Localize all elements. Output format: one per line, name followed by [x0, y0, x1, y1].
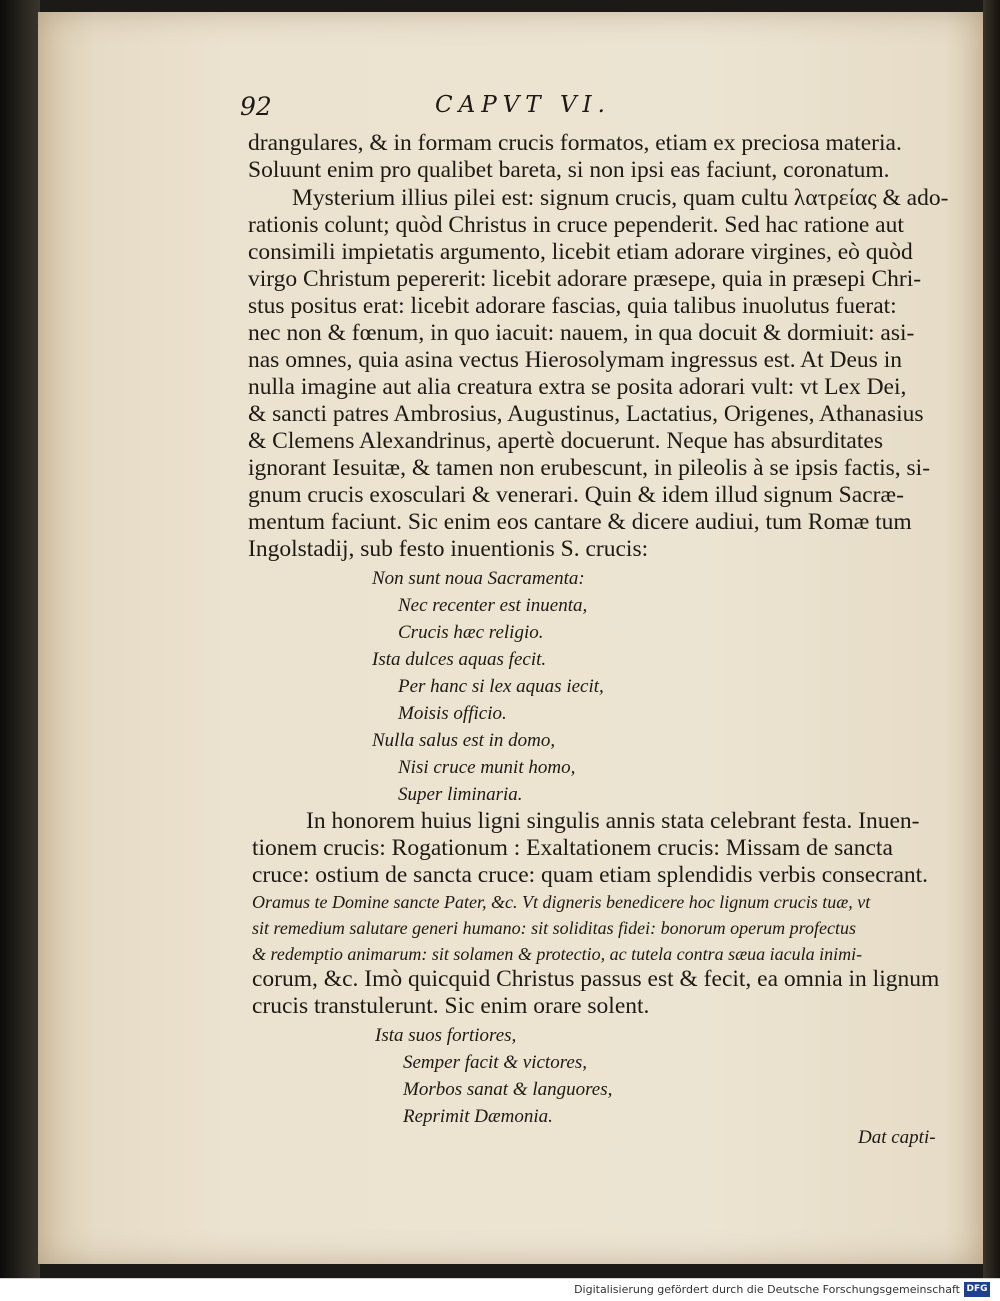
text-line: Mysterium illius pilei est: signum crucis, quam cultu λατρείας & ado- — [292, 185, 949, 211]
text-line: nulla imagine aut alia creatura extra se posita adorari vult: vt Lex Dei, — [248, 374, 907, 400]
text-line: gnum crucis exosculari & venerari. Quin & idem illud signum Sacræ- — [248, 482, 904, 508]
verse-line: Per hanc si lex aquas iecit, — [398, 676, 604, 697]
dfg-logo: DFG — [964, 1282, 990, 1297]
text-line: nec non & fœnum, in quo iacuit: nauem, in qua docuit & dormiuit: asi- — [248, 320, 915, 346]
text-line: Ingolstadij, sub festo inuentionis S. crucis: — [248, 536, 649, 562]
text-line: cruce: ostium de sancta cruce: quam etiam splendidis verbis consecrant. — [252, 862, 929, 888]
text-line: rationis colunt; quòd Christus in cruce pependerit. Sed hac ratione aut — [248, 212, 904, 238]
text-line: stus positus erat: licebit adorare fascias, quia talibus inuolutus fuerat: — [248, 293, 897, 319]
footer-credit: Digitalisierung gefördert durch die Deutsche Forschungsgemeinschaft — [574, 1283, 960, 1296]
chapter-title: CAPVT VI. — [435, 92, 611, 118]
text-line: nas omnes, quia asina vectus Hierosolymam ingressus est. At Deus in — [248, 347, 902, 373]
verse-line: Nisi cruce munit homo, — [398, 757, 576, 778]
verse-line: Semper facit & victores, — [403, 1052, 587, 1073]
text-line: In honorem huius ligni singulis annis stata celebrant festa. Inuen- — [306, 808, 920, 834]
text-line: ignorant Iesuitæ, & tamen non erubescunt, in pileolis à se ipsis factis, si- — [248, 455, 931, 481]
verse-line: Non sunt noua Sacramenta: — [372, 568, 585, 589]
page-number: 92 — [240, 92, 272, 121]
footer-bar — [0, 1278, 1000, 1301]
verse-line: Super liminaria. — [398, 784, 523, 805]
text-line: crucis transtulerunt. Sic enim orare solent. — [252, 993, 650, 1019]
verse-line: Ista suos fortiores, — [375, 1025, 517, 1046]
text-line: tionem crucis: Rogationum : Exaltationem crucis: Missam de sancta — [252, 835, 893, 861]
text-line: mentum faciunt. Sic enim eos cantare & dicere audiui, tum Romæ tum — [248, 509, 912, 535]
verse-line: Moisis officio. — [398, 703, 507, 724]
verse-line: Morbos sanat & languores, — [403, 1079, 613, 1100]
text-line: consimili impietatis argumento, licebit etiam adorare virgines, eò quòd — [248, 239, 913, 265]
text-line: corum, &c. Imò quicquid Christus passus est & fecit, ea omnia in lignum — [252, 966, 940, 992]
prayer-line: sit remedium salutare generi humano: sit soliditas fidei: bonorum operum profectus — [252, 918, 856, 938]
text-line: & Clemens Alexandrinus, apertè docuerunt. Neque has absurditates — [248, 428, 883, 454]
verse-line: Nulla salus est in domo, — [372, 730, 556, 751]
text-line: & sancti patres Ambrosius, Augustinus, Lactatius, Origenes, Athanasius — [248, 401, 924, 427]
text-line: drangulares, & in formam crucis formatos, etiam ex preciosa materia. — [248, 130, 902, 156]
verse-line: Reprimit Dæmonia. — [403, 1106, 553, 1127]
verse-line: Ista dulces aquas fecit. — [372, 649, 547, 670]
catchword: Dat capti- — [858, 1127, 936, 1148]
prayer-line: & redemptio animarum: sit solamen & protectio, ac tutela contra sæua iacula inimi- — [252, 944, 863, 964]
text-line: virgo Christum pepererit: licebit adorare præsepe, quia in præsepi Chri- — [248, 266, 922, 292]
verse-line: Nec recenter est inuenta, — [398, 595, 588, 616]
text-line: Soluunt enim pro qualibet bareta, si non ipsi eas faciunt, coronatum. — [248, 157, 890, 183]
verse-line: Crucis hæc religio. — [398, 622, 544, 643]
prayer-line: Oramus te Domine sancte Pater, &c. Vt digneris benedicere hoc lignum crucis tuæ, vt — [252, 892, 871, 912]
